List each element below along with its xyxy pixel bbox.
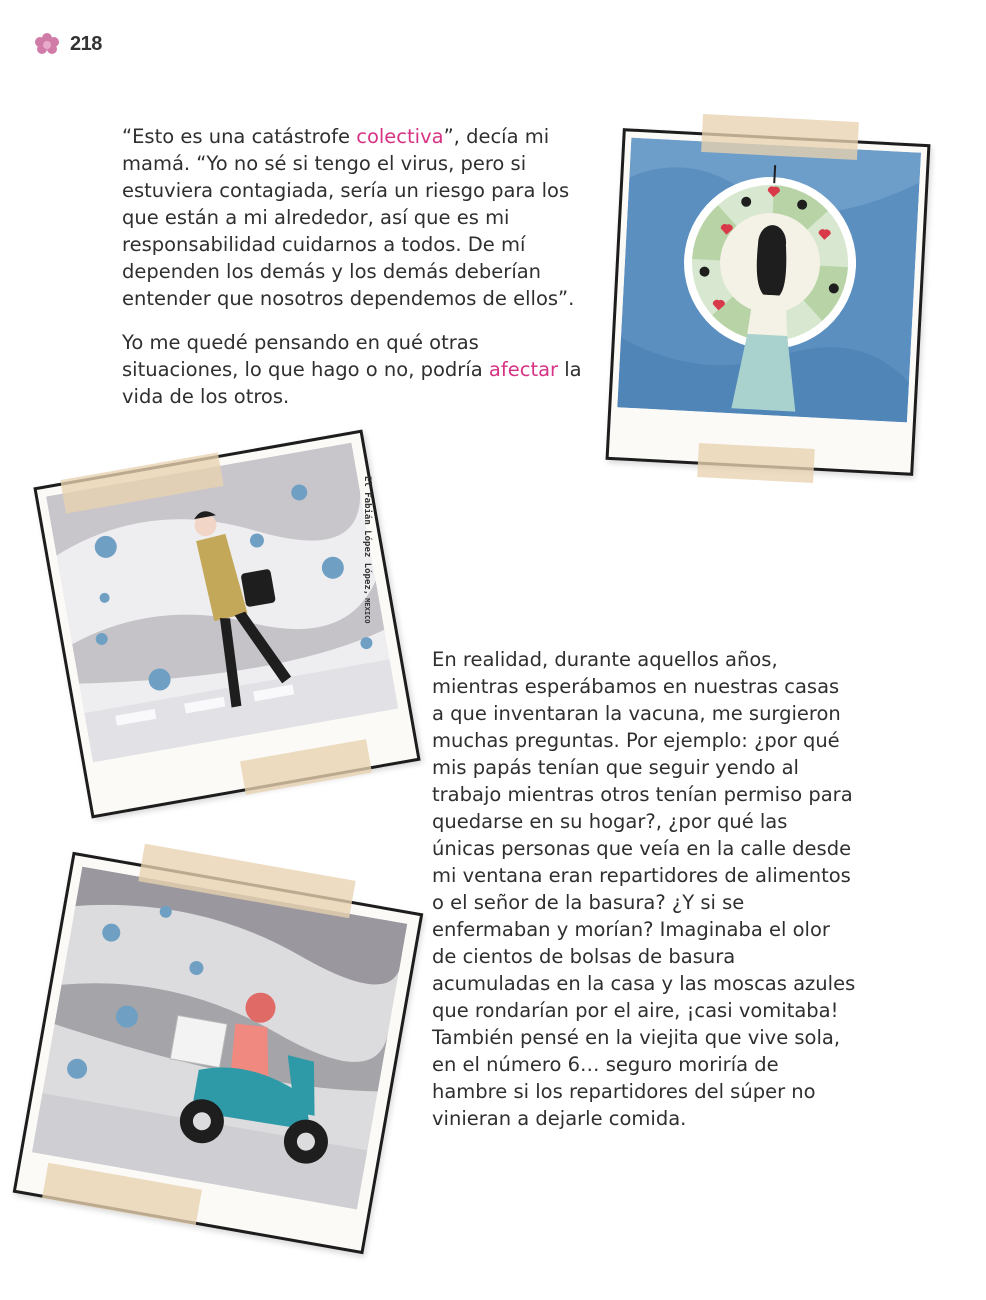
- paragraph-reflection: [122, 329, 600, 410]
- flower-logo-icon: [32, 30, 62, 58]
- photo-roulette-woman: [606, 128, 931, 476]
- paragraph-quote-part1: “Esto es una catástrofe: [122, 125, 357, 148]
- illustration-credit: [362, 476, 372, 624]
- text-column-bottom: [432, 646, 856, 1149]
- paragraph-quote: [122, 123, 600, 312]
- paragraph-reflection-part1: Yo me quedé pensando en qué otras situaciones, lo que hago o no, podría: [122, 331, 489, 381]
- highlight-colectiva: colectiva: [356, 125, 444, 148]
- credit-suffix: MEXICO: [363, 598, 371, 624]
- tape-top-right-lower: [697, 443, 815, 483]
- credit-author: El Fabián López López,: [362, 476, 372, 596]
- paragraph-quote-part2: ”, decía mi mamá. “Yo no sé si tengo el virus, pero si estuviera contagiada, sería un riesgo para los que están a mi alrededor, así que es mi responsabilidad cuidarnos a todos. De mí dependen los demás y los demás deberían entender que nosotros dependemos de ellos”.: [122, 125, 575, 310]
- highlight-afectar: afectar: [488, 358, 559, 381]
- paragraph-questions: En realidad, durante aquellos años, mientras esperábamos en nuestras casas a que inventaran la vacuna, me surgieron muchas preguntas. Por ejemplo: ¿por qué mis papás tenían que seguir yendo al trabajo mientras otros tenían permiso para quedarse en su hogar?, ¿por qué las únicas personas que veía en la calle desde mi ventana eran repartidores de alimentos o el señor de la basura? ¿Y si se enfermaban y morían? Imaginaba el olor de cientos de bolsas de basura acumuladas en la casa y las moscas azules que rondarían por el aire, ¡casi vomitaba! También pensé en la viejita que vive sola, en el número 6… seguro moriría de hambre si los repartidores del súper no vinieran a dejarle comida.: [432, 648, 856, 1130]
- page-header: [32, 30, 102, 58]
- illustration-roulette-woman: [617, 138, 921, 423]
- page-number: 218: [70, 32, 102, 55]
- text-column-top: [122, 123, 600, 427]
- paragraph-reflection-part2: la vida de los otros.: [122, 358, 582, 408]
- illustration-delivery-scooter: [32, 867, 407, 1210]
- tape-top-right-upper: [701, 114, 859, 160]
